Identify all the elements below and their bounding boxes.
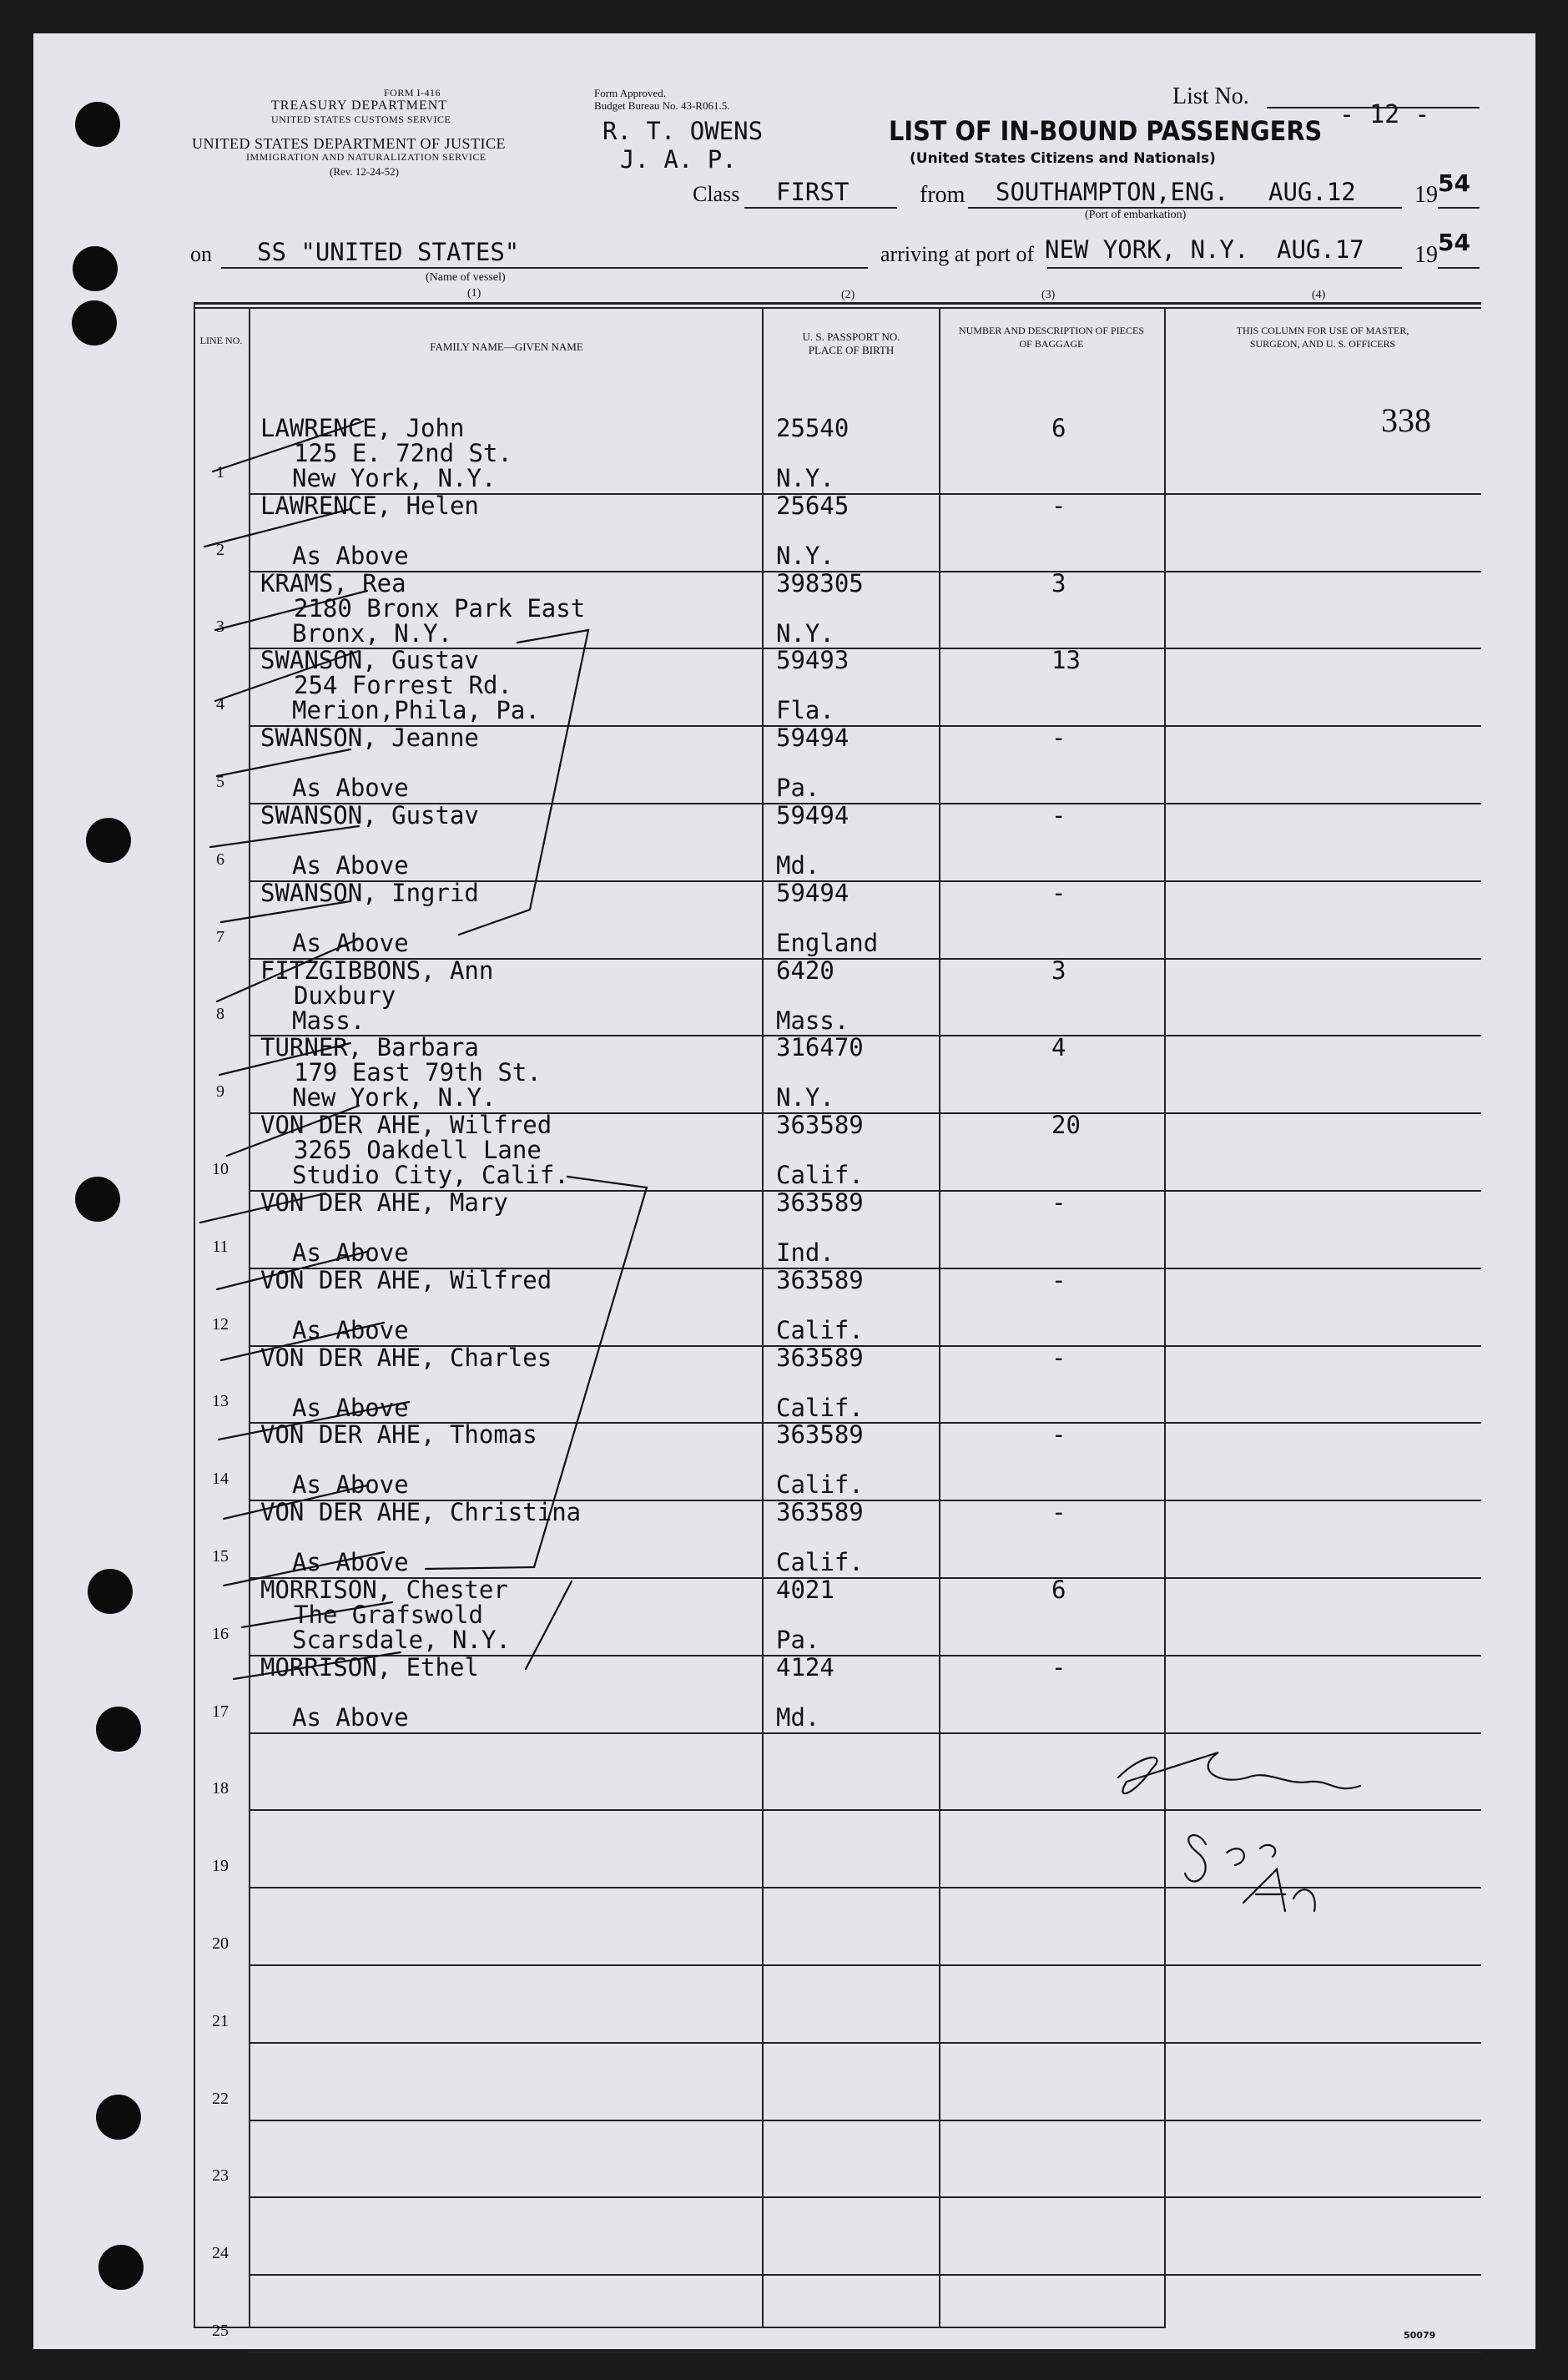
place-of-birth: Md. <box>776 851 820 880</box>
owner-line-1: R. T. OWENS <box>602 117 764 145</box>
row-number: 18 <box>212 1779 229 1798</box>
row-divider <box>249 2352 1481 2353</box>
approved-label: Form Approved. <box>594 87 666 99</box>
row-number: 10 <box>212 1160 229 1178</box>
column-number-1: (1) <box>467 287 481 300</box>
passenger-name: SWANSON, Gustav <box>260 801 479 829</box>
passport-number: 316470 <box>776 1033 864 1062</box>
place-of-birth: Calif. <box>776 1315 864 1344</box>
passenger-name: MORRISON, Ethel <box>260 1652 479 1682</box>
baggage-count: - <box>1051 1188 1066 1217</box>
row-number: 1 <box>216 462 224 482</box>
passport-number: 363589 <box>776 1498 864 1527</box>
passport-number: 363589 <box>776 1188 864 1217</box>
passenger-name: FITZGIBBONS, Ann <box>260 956 494 985</box>
baggage-count: - <box>1051 1265 1066 1294</box>
address-line-2: New York, N.Y. <box>292 1083 497 1112</box>
address-line-2: Scarsdale, N.Y. <box>292 1626 511 1654</box>
row-number: 12 <box>212 1314 229 1334</box>
embarkation-year: 54 <box>1438 169 1470 197</box>
row-number: 5 <box>216 773 224 791</box>
header-officers: THIS COLUMN FOR USE OF MASTER, SURGEON, AND U. S. OFFICERS <box>1236 325 1409 350</box>
header-baggage: NUMBER AND DESCRIPTION OF PIECES OF BAGGAGE <box>958 325 1145 350</box>
passport-number: 6420 <box>776 956 834 985</box>
handwritten-annotations <box>33 33 1535 2349</box>
place-of-birth: N.Y. <box>776 464 834 492</box>
budget-label: Budget Bureau No. 43-R061.5. <box>594 99 730 112</box>
passport-number: 363589 <box>776 1111 864 1140</box>
address-line-1: 3265 Oakdell Lane <box>294 1136 542 1165</box>
place-of-birth: Fla. <box>776 696 834 725</box>
address-line-1: 254 Forrest Rd. <box>294 671 512 700</box>
passenger-name: VON DER AHE, Christina <box>260 1498 582 1527</box>
address-line-1: The Grafswold <box>294 1601 483 1629</box>
address-line-2: Mass. <box>292 1006 366 1035</box>
passenger-name: SWANSON, Jeanne <box>260 724 479 753</box>
passport-number: 4021 <box>776 1576 834 1604</box>
column-number-3: (3) <box>1041 289 1056 301</box>
column-number-4: (4) <box>1312 289 1326 301</box>
class-label: Class <box>693 182 740 206</box>
row-number: 22 <box>212 2089 229 2108</box>
address-line-1: Duxbury <box>294 981 396 1010</box>
place-of-birth: Pa. <box>776 1626 820 1654</box>
row-number: 13 <box>212 1392 229 1411</box>
place-of-birth: Calif. <box>776 1470 864 1500</box>
place-of-birth: Md. <box>776 1702 820 1732</box>
place-of-birth: N.Y. <box>776 541 834 570</box>
address-line-2: As Above <box>292 541 409 570</box>
passport-number: 59494 <box>776 724 850 753</box>
baggage-count: 13 <box>1051 646 1081 675</box>
place-of-birth: Calif. <box>776 1548 864 1577</box>
passenger-name: VON DER AHE, Charles <box>260 1343 552 1372</box>
justice-label: UNITED STATES DEPARTMENT OF JUSTICE <box>192 135 507 152</box>
address-line-2: As Above <box>292 1470 409 1500</box>
passenger-name: SWANSON, Ingrid <box>260 878 479 907</box>
address-line-2: As Above <box>292 1393 409 1422</box>
row-number: 23 <box>212 2166 229 2186</box>
header-name: FAMILY NAME—GIVEN NAME <box>430 340 583 353</box>
address-line-2: As Above <box>292 1702 409 1732</box>
address-line-2: As Above <box>292 1548 409 1577</box>
arrival-port: NEW YORK, N.Y. <box>1045 235 1249 264</box>
baggage-count: - <box>1051 1652 1066 1682</box>
address-line-2: Merion,Phila, Pa. <box>292 696 540 725</box>
address-line-2: As Above <box>292 928 409 957</box>
embarkation-caption: (Port of embarkation) <box>1085 209 1187 221</box>
vessel-caption: (Name of vessel) <box>426 271 506 284</box>
vessel-name: SS "UNITED STATES" <box>257 238 520 266</box>
ins-label: IMMIGRATION AND NATURALIZATION SERVICE <box>246 151 487 163</box>
place-of-birth: N.Y. <box>776 618 834 648</box>
manifest-page <box>33 33 1535 2349</box>
address-line-2: New York, N.Y. <box>292 464 497 492</box>
address-line-2: As Above <box>292 1315 409 1344</box>
port-of-embarkation: SOUTHAMPTON,ENG. <box>996 178 1229 206</box>
on-label: on <box>190 242 212 266</box>
baggage-count: - <box>1051 878 1066 907</box>
passport-number: 59493 <box>776 646 850 675</box>
row-number: 14 <box>212 1470 229 1489</box>
passenger-name: MORRISON, Chester <box>260 1576 508 1604</box>
baggage-count: - <box>1051 724 1066 753</box>
row-number: 6 <box>216 850 224 869</box>
column-number-2: (2) <box>841 289 855 301</box>
arrival-date: AUG.17 <box>1277 235 1364 264</box>
baggage-count: - <box>1051 1498 1066 1527</box>
baggage-count: 3 <box>1051 956 1066 985</box>
list-number-label: List No. <box>1172 83 1249 109</box>
address-line-1: 179 East 79th St. <box>294 1058 542 1087</box>
form-number: FORM I-416 <box>384 87 441 98</box>
row-number: 19 <box>212 1857 229 1876</box>
passenger-name: LAWRENCE, Helen <box>260 491 479 520</box>
address-line-1: 2180 Bronx Park East <box>294 593 586 623</box>
baggage-count: - <box>1051 1343 1066 1372</box>
place-of-birth: England <box>776 928 879 957</box>
footer-code: 50079 <box>1404 2330 1436 2341</box>
address-line-1: 125 E. 72nd St. <box>294 439 512 467</box>
address-line-2: As Above <box>292 851 409 880</box>
place-of-birth: Calif. <box>776 1161 864 1190</box>
passenger-name: VON DER AHE, Thomas <box>260 1420 537 1450</box>
header-passport: U. S. PASSPORT NO. PLACE OF BIRTH <box>802 330 900 356</box>
baggage-count: 20 <box>1051 1111 1081 1140</box>
from-label: from <box>920 182 966 208</box>
row-number: 11 <box>212 1237 229 1256</box>
row-number: 7 <box>216 927 224 946</box>
row-number: 24 <box>212 2244 229 2263</box>
place-of-birth: Ind. <box>776 1238 834 1267</box>
baggage-count: 4 <box>1051 1033 1066 1062</box>
row-number: 9 <box>216 1082 224 1102</box>
row-number: 15 <box>212 1547 229 1566</box>
arrival-year-prefix: 19 <box>1414 242 1438 268</box>
passenger-name: LAWRENCE, John <box>260 414 465 442</box>
passport-number: 398305 <box>776 568 864 598</box>
page-title: LIST OF IN-BOUND PASSENGERS <box>889 115 1323 147</box>
address-line-2: As Above <box>292 1238 409 1267</box>
row-number: 2 <box>216 540 224 559</box>
passport-number: 363589 <box>776 1265 864 1294</box>
passport-number: 25645 <box>776 491 850 520</box>
baggage-count: 6 <box>1051 1576 1066 1604</box>
baggage-count: - <box>1051 491 1066 520</box>
row-number: 20 <box>212 1934 229 1953</box>
passport-number: 363589 <box>776 1343 864 1372</box>
stamp-number: 338 <box>1381 401 1431 439</box>
page-subtitle: (United States Citizens and Nationals) <box>910 150 1216 167</box>
passenger-name: VON DER AHE, Wilfred <box>260 1111 552 1140</box>
arriving-label: arriving at port of <box>880 242 1035 266</box>
row-number: 3 <box>216 618 224 637</box>
year-prefix: 19 <box>1414 182 1438 208</box>
passport-number: 59494 <box>776 878 850 907</box>
place-of-birth: N.Y. <box>776 1083 834 1112</box>
place-of-birth: Calif. <box>776 1393 864 1422</box>
baggage-count: - <box>1051 1420 1066 1450</box>
passenger-name: KRAMS, Rea <box>260 568 406 598</box>
baggage-count: - <box>1051 801 1066 829</box>
header-line-no: LINE NO. <box>199 335 243 346</box>
arrival-year: 54 <box>1438 229 1470 256</box>
address-line-2: As Above <box>292 774 409 803</box>
customs-label: UNITED STATES CUSTOMS SERVICE <box>271 113 451 125</box>
owner-line-2: J. A. P. <box>620 145 737 174</box>
row-number: 21 <box>212 2011 229 2030</box>
row-number: 8 <box>216 1005 224 1024</box>
row-number: 4 <box>216 695 224 714</box>
baggage-count: 6 <box>1051 414 1066 442</box>
list-number: - 12 - <box>1339 100 1430 129</box>
passenger-name: SWANSON, Gustav <box>260 646 479 675</box>
row-number: 17 <box>212 1702 229 1721</box>
embarkation-date: AUG.12 <box>1268 178 1356 206</box>
row-number: 16 <box>212 1624 229 1643</box>
passenger-name: VON DER AHE, Mary <box>260 1188 508 1217</box>
place-of-birth: Mass. <box>776 1006 850 1035</box>
passenger-name: TURNER, Barbara <box>260 1033 479 1062</box>
treasury-label: TREASURY DEPARTMENT <box>271 98 448 113</box>
passport-number: 363589 <box>776 1420 864 1450</box>
class-value: FIRST <box>776 178 850 206</box>
row-number: 25 <box>212 2322 229 2340</box>
baggage-count: 3 <box>1051 568 1066 598</box>
passport-number: 4124 <box>776 1652 834 1682</box>
passport-number: 59494 <box>776 801 850 829</box>
passenger-name: VON DER AHE, Wilfred <box>260 1265 552 1294</box>
address-line-2: Bronx, N.Y. <box>292 618 453 648</box>
passport-number: 25540 <box>776 414 850 442</box>
address-line-2: Studio City, Calif. <box>292 1161 569 1190</box>
revision-label: (Rev. 12-24-52) <box>330 165 399 178</box>
place-of-birth: Pa. <box>776 774 820 803</box>
